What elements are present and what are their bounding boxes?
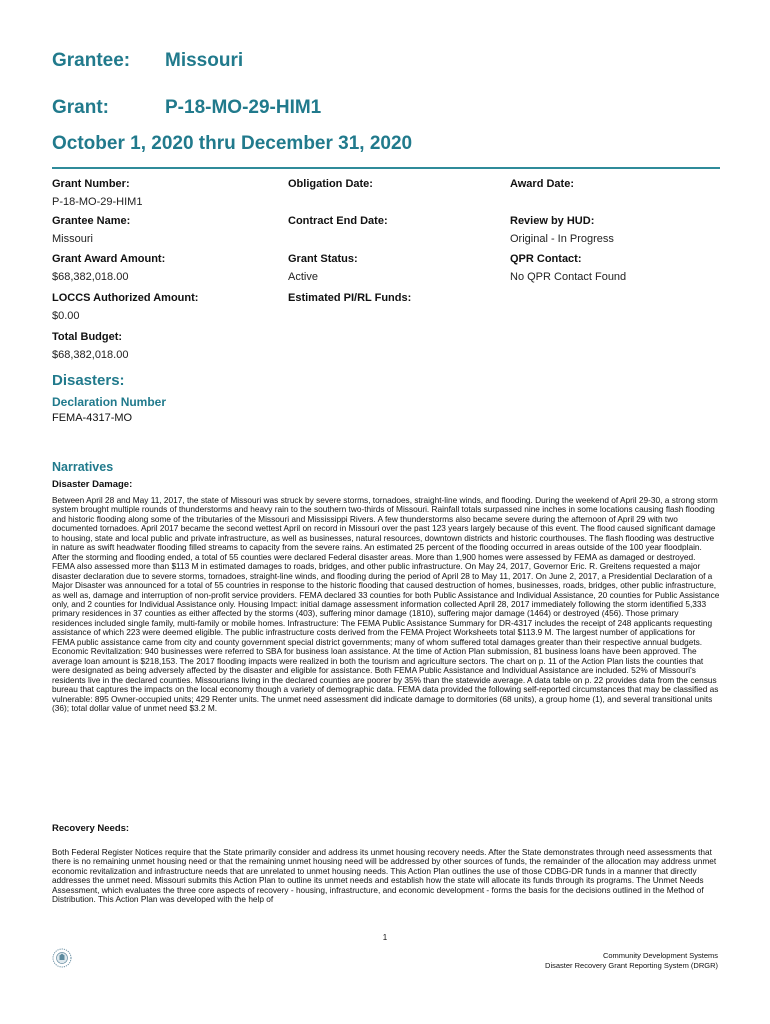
report-period: October 1, 2020 thru December 31, 2020: [52, 133, 413, 154]
recovery-needs-label: Recovery Needs:: [52, 823, 130, 834]
field-value: $68,382,018.00: [52, 349, 129, 361]
field-label: Total Budget:: [52, 331, 123, 343]
disaster-damage-label: Disaster Damage:: [52, 479, 133, 490]
grantee-value: Missouri: [165, 50, 244, 71]
field-label: Review by HUD:: [510, 215, 595, 227]
field-estimated-pirl-funds: [288, 292, 411, 310]
field-label: Grantee Name:: [52, 215, 131, 227]
footer-labels: [545, 951, 718, 971]
field-contract-end-date: [288, 215, 388, 233]
field-label: Estimated PI/RL Funds:: [288, 292, 412, 304]
field-loccs-authorized-amount: [52, 292, 198, 322]
disaster-damage-text: Between April 28 and May 11, 2017, the state of Missouri was struck by severe storms, tornadoes, straight-line winds, and flooding. During the weekend of April 29-30, a strong storm system brought multiple rounds of thunderstorms and heavy rain to the southern two-thirds of Missouri. Rainfall totals surpassed nine inches in some locations causing flash flooding and historic flooding along some of the tributaries of the Missouri and Mississippi Rivers. A few thunderstorms also became severe during the afternoon of April 29 with two documented tornadoes. April 2017 became the second wettest April on record in Missouri over the past 123 years largely because of this event. The flood caused significant damage to housing, state and local public and private infrastructure, as well as businesses, natural resources, downtown districts and historic courthouses. The flash flooding was destructive in nature as swift headwater flooding filled streams to capacity from the severe rains. An estimated 25 percent of the flooding occurred in areas outside of the 100 year floodplain. After the storming and flooding ended, a total of 55 counties were declared Federal disaster areas. More than 1,900 homes were assessed by FEMA as damaged or destroyed. FEMA also assessed more than $113 M in estimated damages to roads, bridges, and other public infrastructure. On May 24, 2017, Governor Eric. R. Greitens requested a major disaster declaration due to severe storms, tornadoes, straight-line winds, and flooding during the period of April 28 to May 11, 2017. On June 2, 2017, a Presidential Declaration of a Major Disaster was announced for a total of 55 countries in response to the historic flooding that caused destruction of homes, businesses, roads, bridges, other public infrastructure, as well as, damage and interruption of non-profit service providers. FEMA declared 33 counties for both Public Assistance and Individual Assistance, 20 counties for Public Assistance only, and 2 counties for Individual Assistance only. Housing Impact: initial damage assessment information collected April 28, 2017 immediately following the storm identified 5,333 primary residences in 37 counties as either affected by the storms (403), suffering minor damage (1810), suffering major damage (1464) or destroyed (456). Those primary residences included single family, multi-family or mobile homes. Infrastructure: The FEMA Public Assistance Summary for DR-4317 includes the receipt of 248 applicants requesting assistance of which 223 were deemed eligible. The public infrastructure costs derived from the FEMA Project Worksheets total $113.9 M. The largest number of applications for FEMA public assistance came from city and county government special district governments; many of whom suffered total damages greater than their respective annual budgets. Economic Revitalization: 940 businesses were referred to SBA for business loan assistance. At the time of Action Plan submission, 81 business loans have been approved. The average loan amount is $218,153. The 2017 flooding impacts were realized in both the tourism and agriculture sectors. The chart on p. 11 of the Action Plan lists the counties that were designated as being adversely affected by the disaster and eligible for assistance. Both FEMA Public Assistance and Individual Assistance are included. 52% of Missouri's residents live in the declared counties. Missourians living in the declared counties are poorer by 35% than the statewide average. A data table on p. 22 provides data from the census bureau that captures the impacts on the local economy though a variety of demographic data. FEMA data provided the following self-reported circumstances that may be classified as vulnerable: 895 Owner-occupied units; 429 Renter units. The unmet need assessment did indicate damage to dormitories (68 units), a group home (1), and several transitional units (36); total dollar value of unmet need $3.2 M.: [52, 495, 720, 713]
recovery-needs-text: Both Federal Register Notices require that the State primarily consider and address its unmet housing recovery needs. After the State demonstrates through need assessments that there is no remaining unmet housing need or that the remaining unmet housing need will be addressed by other sources of funds, the remainder of the allocation may address unmet economic revitalization and infrastructure needs that are unrelated to unmet housing needs. This Action Plan outlines the use of those CDBG-DR funds in a manner that directly addresses the unmet need. Missouri submits this Action Plan to outline its unmet needs and establish how the state will allocate its funds through its programs. The Unmet Needs Assessment, which evaluates the three core aspects of recovery - housing, infrastructure, and economic development - forms the basis for the decisions outlined in the Method of Distribution. This Action Plan was developed with the help of: [52, 847, 717, 905]
hud-seal-icon: [52, 948, 72, 968]
field-grant-number: [52, 178, 142, 208]
field-total-budget: [52, 331, 128, 361]
grant-label: Grant:: [52, 97, 109, 118]
field-value: $68,382,018.00: [52, 271, 129, 283]
field-label: Award Date:: [510, 178, 574, 190]
field-value: Missouri: [52, 233, 93, 245]
grant-value: P-18-MO-29-HIM1: [165, 97, 322, 118]
field-value: No QPR Contact Found: [510, 271, 627, 283]
field-grantee-name: [52, 215, 130, 245]
field-label: Contract End Date:: [288, 215, 388, 227]
field-grant-award-amount: [52, 253, 165, 283]
disasters-title: Disasters:: [52, 372, 125, 389]
field-label: Grant Number:: [52, 178, 130, 190]
field-review-by-hud: [510, 215, 614, 245]
field-award-date: [510, 178, 574, 196]
grantee-label: Grantee:: [52, 50, 131, 71]
field-label: Grant Status:: [288, 253, 358, 265]
field-label: QPR Contact:: [510, 253, 582, 265]
field-value: Active: [288, 271, 318, 283]
declaration-number-value: FEMA-4317-MO: [52, 412, 133, 424]
grantee-heading: [52, 50, 243, 72]
field-value: P-18-MO-29-HIM1: [52, 196, 143, 208]
narratives-title: Narratives: [52, 460, 114, 474]
field-grant-status: [288, 253, 358, 283]
field-qpr-contact: [510, 253, 626, 283]
field-label: Grant Award Amount:: [52, 253, 166, 265]
field-value: Original - In Progress: [510, 233, 614, 245]
field-obligation-date: [288, 178, 373, 196]
field-label: Obligation Date:: [288, 178, 373, 190]
declaration-number-label: Declaration Number: [52, 395, 167, 409]
field-label: LOCCS Authorized Amount:: [52, 292, 199, 304]
header-divider: [52, 167, 720, 169]
field-value: $0.00: [52, 310, 80, 322]
footer-line-1: Community Development Systems: [602, 951, 718, 960]
page-number: 1: [382, 933, 388, 942]
footer-line-2: Disaster Recovery Grant Reporting System (DRGR): [545, 961, 718, 970]
grant-heading: [52, 97, 321, 119]
